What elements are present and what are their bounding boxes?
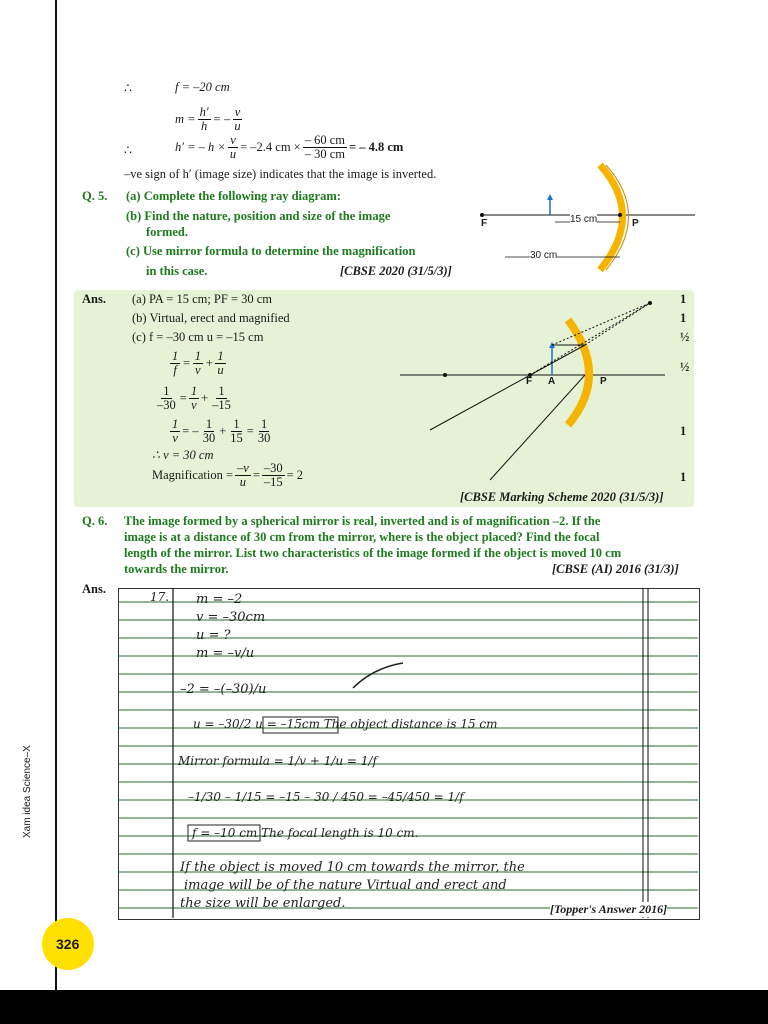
page-number: 326 bbox=[56, 936, 80, 952]
ans5-label-f: F bbox=[526, 376, 533, 387]
hw-line-4: m = –v/u bbox=[196, 646, 255, 661]
therefore-sign: ∴ bbox=[124, 81, 132, 95]
mark-3: ½ bbox=[680, 330, 690, 344]
ans6-reference: [Topper's Answer 2016] bbox=[550, 902, 668, 916]
hw-line-7: Mirror formula = 1/v + 1/u = 1/f bbox=[178, 754, 377, 768]
ans5-ray-diagram bbox=[400, 295, 670, 495]
margin-line bbox=[55, 0, 57, 990]
hw-line-8: –1/30 – 1/15 = –15 – 30 / 450 = –45/450 = 1/f bbox=[188, 790, 464, 804]
ans5-label-a: A bbox=[548, 376, 556, 387]
hw-line-6: u = –30/2 u = –15cm The object distance is 15 cm bbox=[193, 717, 498, 731]
q5-part-c1: (c) Use mirror formula to determine the magnification bbox=[126, 244, 416, 258]
mark-4: ½ bbox=[680, 360, 690, 374]
mirror-eq-3: $\frac{1}{v}$ = – $\frac{1}{30}$ + $\frac{1}{15}$ = $\frac{1}{30}$ bbox=[172, 417, 271, 446]
image-height-calc: h′ = – h × $\frac{v}{u}$ = –2.4 cm × $\frac{- 60 cm}{- 30 cm}$ = – 4.8 cm bbox=[175, 133, 404, 162]
q6-label: Q. 6. bbox=[82, 514, 108, 528]
q5-label: Q. 5. bbox=[82, 189, 108, 203]
therefore-sign-2: ∴ bbox=[124, 143, 132, 157]
hw-line-12: the size will be enlarged. bbox=[180, 896, 346, 911]
q5-part-c2: in this case. bbox=[146, 264, 208, 278]
bottom-bar bbox=[0, 990, 768, 1024]
ans6-label: Ans. bbox=[82, 582, 106, 596]
sign-note: –ve sign of h′ (image size) indicates that the image is inverted. bbox=[124, 167, 437, 181]
book-title-vertical: Xam idea Science–X bbox=[22, 745, 33, 838]
q5-part-b2: formed. bbox=[146, 225, 188, 239]
mirror-eq-1: $\frac{1}{f}$ = $\frac{1}{v}$ + $\frac{1}{u}$ bbox=[172, 349, 224, 378]
q5-dist-15: 15 cm bbox=[570, 214, 598, 225]
focal-result: f = –20 cm bbox=[175, 80, 230, 94]
hw-line-2: v = –30cm bbox=[196, 610, 266, 625]
q5-label-f: F bbox=[481, 218, 488, 229]
q6-line-3: length of the mirror. List two characteristics of the image formed if the object is moved 10 cm bbox=[124, 546, 622, 560]
ans5-a: (a) PA = 15 cm; PF = 30 cm bbox=[132, 292, 273, 306]
hw-line-9: f = –10 cm The focal length is 10 cm. bbox=[192, 826, 419, 840]
q5-dist-30: 30 cm bbox=[530, 250, 558, 261]
q6-line-4: towards the mirror. bbox=[124, 562, 229, 576]
ans5-b: (b) Virtual, erect and magnified bbox=[132, 311, 290, 325]
mark-5: 1 bbox=[680, 424, 687, 438]
hw-number: 17. bbox=[150, 590, 170, 604]
hw-line-3: u = ? bbox=[196, 628, 231, 643]
magnification-formula: m = $\frac{h'}{h}$ = – $\frac{v}{u}$ bbox=[175, 105, 241, 134]
mirror-eq-2: $\frac{1}{-30}$ = $\frac{1}{v}$ + $\frac{1}{-15}$ bbox=[157, 384, 231, 413]
mark-2: 1 bbox=[680, 311, 687, 325]
mark-1: 1 bbox=[680, 292, 687, 306]
q5-part-b1: (b) Find the nature, position and size of the image bbox=[126, 209, 391, 223]
ans5-label-p: P bbox=[600, 376, 607, 387]
image-distance: ∴ v = 30 cm bbox=[152, 448, 214, 462]
hw-line-10: If the object is moved 10 cm towards the mirror, the bbox=[180, 860, 525, 875]
hw-line-5: –2 = –(–30)/u bbox=[180, 682, 267, 697]
q5-part-a: (a) Complete the following ray diagram: bbox=[126, 189, 341, 203]
q6-line-2: image is at a distance of 30 cm from the mirror, where is the object placed? Find the focal bbox=[124, 530, 600, 544]
ans5-label: Ans. bbox=[82, 292, 106, 306]
ans5-c: (c) f = –30 cm u = –15 cm bbox=[132, 330, 264, 344]
q5-reference: [CBSE 2020 (31/5/3)] bbox=[340, 264, 452, 278]
ans5-reference: [CBSE Marking Scheme 2020 (31/5/3)] bbox=[460, 490, 664, 504]
magnification-result: Magnification = $\frac{-v}{u}$ = $\frac{-30}{-15}$ = 2 bbox=[152, 461, 304, 490]
q5-label-p: P bbox=[632, 218, 639, 229]
q6-line-1: The image formed by a spherical mirror is real, inverted and is of magnification –2. If the bbox=[124, 514, 601, 528]
mark-6: 1 bbox=[680, 470, 687, 484]
q6-reference: [CBSE (AI) 2016 (31/3)] bbox=[552, 562, 679, 576]
hw-line-1: m = –2 bbox=[196, 592, 243, 607]
hw-line-11: image will be of the nature Virtual and erect and bbox=[184, 878, 507, 893]
